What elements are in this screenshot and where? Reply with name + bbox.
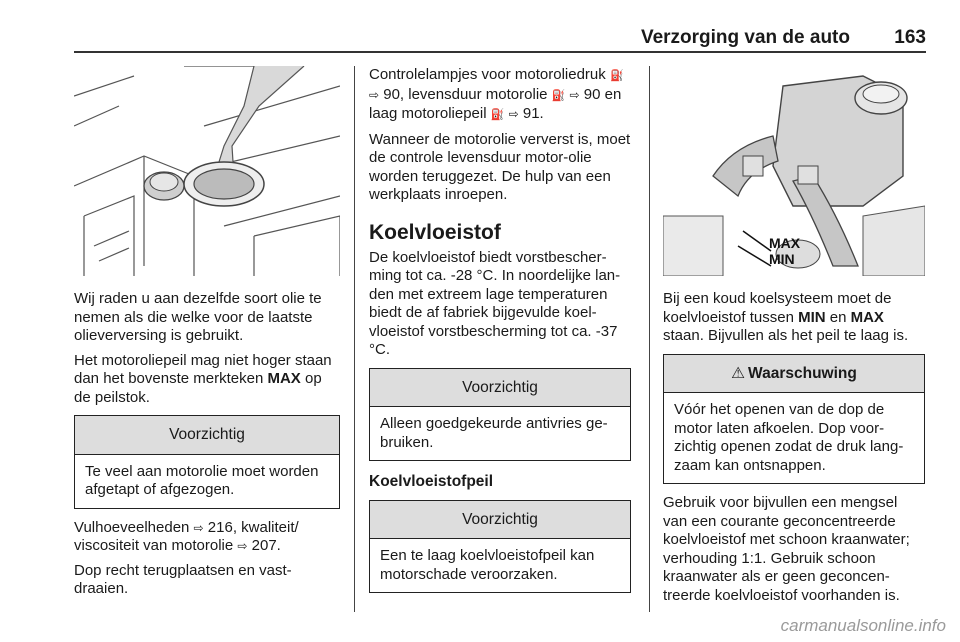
page-ref-link[interactable]: 207 (251, 537, 277, 554)
column-divider-2 (649, 66, 650, 612)
paragraph: Wanneer de motorolie ververst is, moet de controle levensduur motor-olie worden teruggezet. De hulp van een werkplaats inroepen. (369, 130, 631, 203)
page-ref-arrow-icon: ⇨ (237, 539, 248, 553)
oil-pressure-lamp-icon: ⛽ (609, 70, 624, 82)
page-ref-arrow-icon: ⇨ (569, 87, 580, 102)
paragraph: Vulhoeveelheden ⇨ 216, kwaliteit/ viscositeit van motorolie ⇨ 207. (74, 518, 299, 554)
watermark: carmanualsonline.info (780, 616, 946, 635)
section-title: Koelvloeistof (369, 220, 501, 244)
paragraph: Wij raden u aan dezelfde soort olie te nemen als die welke voor de laatste olieverversing is gebruikt. (74, 290, 322, 344)
page-ref-link[interactable]: 91 (522, 105, 540, 122)
caution-box (369, 500, 631, 594)
page-ref-link[interactable]: 90 (383, 85, 400, 103)
right-column (663, 66, 925, 611)
min-label: MIN (769, 251, 795, 267)
page-number: 163 (894, 27, 926, 48)
page-header-title: Verzorging van de auto (640, 27, 850, 48)
warning-text: Vóór het openen van de dop de motor laten afkoelen. Dop voor-zichtig openen zodat de druk lang-zaam kan ontsnappen. (674, 401, 904, 474)
page-ref-arrow-icon: ⇨ (508, 107, 519, 121)
caution-text: Een te laag koelvloeistofpeil kan motorschade veroorzaken. (380, 547, 595, 583)
subsection-title: Koelvloeistofpeil (369, 473, 494, 490)
low-oil-level-lamp-icon: ⛽ (490, 109, 505, 121)
warning-triangle-icon: ⚠ (731, 364, 746, 382)
paragraph: Controlelampjes voor motoroliedruk ⛽ ⇨ 90, levensduur motorolie ⛽ ⇨ 90 en laag motoroliepeil ⛽ ⇨ 91. (369, 66, 631, 125)
middle-column (369, 66, 631, 603)
page-ref-link[interactable]: 216 (207, 518, 233, 536)
oil-pouring-illustration (74, 66, 340, 276)
header-divider (74, 51, 926, 53)
page-ref-link[interactable]: 90 (583, 85, 601, 103)
column-divider-1 (354, 66, 355, 612)
caution-text: Te veel aan motorolie moet worden afgetapt of afgezogen. (85, 462, 319, 498)
coolant-reservoir-illustration (663, 66, 925, 276)
oil-life-lamp-icon: ⛽ (551, 89, 566, 102)
page-ref-arrow-icon: ⇨ (193, 520, 204, 535)
max-mark-text: MAX (267, 370, 301, 387)
paragraph: Het motoroliepeil mag niet hoger staan dan het bovenste merkteken MAX op de peilstok. (74, 351, 332, 406)
warning-box (663, 354, 925, 485)
caution-title: Voorzichtig (370, 501, 630, 540)
page-ref-arrow-icon: ⇨ (369, 87, 380, 102)
paragraph: De koelvloeistof biedt vorstbescher-ming tot ca. -28 °C. In noordelijke lan-den met extreem lage temperaturen biedt de af fabriek bijgevulde koel-vloeistof vorstbescherming tot ca. -37 °C. (369, 248, 621, 358)
left-column (74, 66, 340, 605)
warning-title: ⚠ Waarschuwing (664, 355, 924, 394)
paragraph: Gebruik voor bijvullen een mengsel van een courante geconcentreerde koelvloeistof met schoon kraanwater; verhouding 1:1. Gebruik schoon kraanwater als er geen geconcen-treerde koelvloeistof voorhanden is. (663, 494, 910, 604)
caution-title: Voorzichtig (370, 369, 630, 408)
caution-title: Voorzichtig (75, 416, 339, 455)
paragraph: Bij een koud koelsysteem moet de koelvloeistof tussen MIN en MAX staan. Bijvullen als het peil te laag is. (663, 290, 909, 344)
caution-text: Alleen goedgekeurde antivries ge-bruiken. (380, 415, 608, 451)
max-label: MAX (769, 235, 801, 251)
caution-box (74, 415, 340, 509)
caution-box (369, 368, 631, 462)
paragraph: Dop recht terugplaatsen en vast-draaien. (74, 561, 292, 597)
